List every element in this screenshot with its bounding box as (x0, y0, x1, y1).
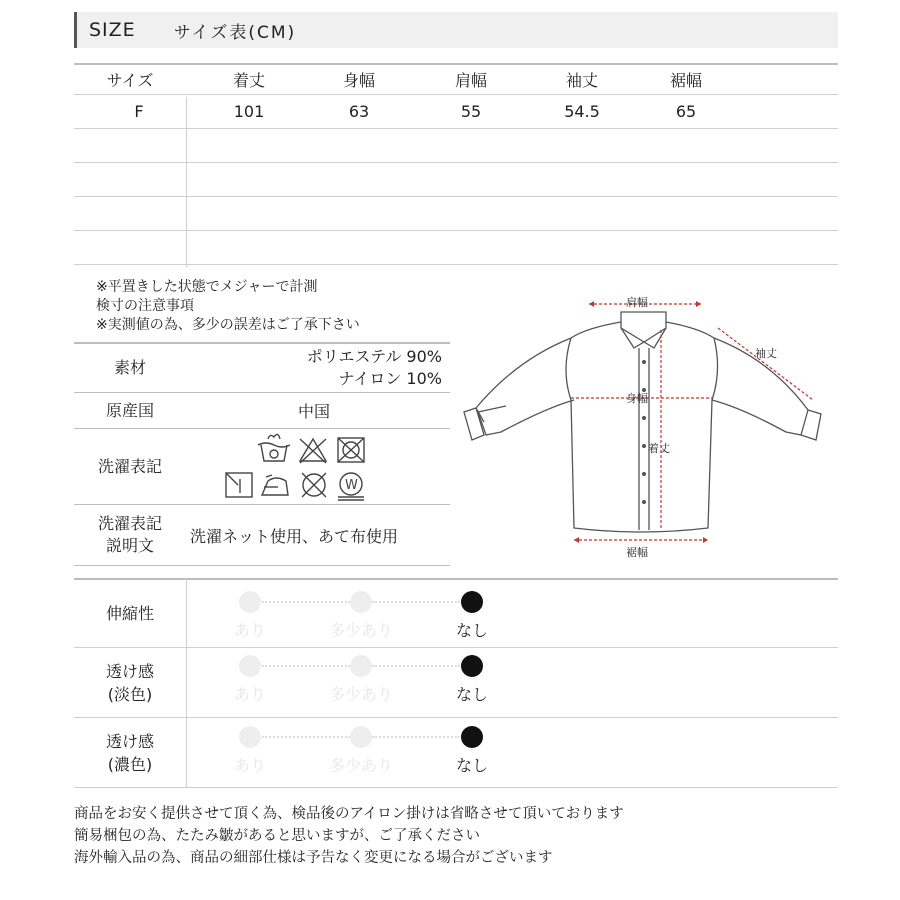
column-header: 裾幅 (669, 71, 702, 90)
size-chart-subtitle: サイズ表(CM) (173, 22, 297, 43)
label-length: 着丈 (648, 442, 670, 455)
option-label: あり (233, 621, 266, 640)
label-sleeve: 袖丈 (755, 347, 777, 360)
option-label: あり (233, 685, 266, 704)
washing-icons (186, 429, 450, 504)
size-table-empty-row (74, 163, 838, 197)
scale-dot-selected (461, 655, 483, 677)
measurement-notes (96, 278, 360, 335)
size-table-empty-row (74, 129, 838, 163)
washing-desc-label: 洗濯表記 (97, 514, 162, 533)
table-cell: 55 (460, 102, 482, 121)
scale-dot (239, 591, 261, 613)
option-label-selected: なし (455, 756, 488, 775)
no-bleach-icon (300, 439, 326, 463)
washing-desc-label: 説明文 (105, 536, 154, 555)
note-line: 検寸の注意事項 (96, 298, 194, 314)
hand-wash-icon (258, 434, 290, 461)
line-dry-icon (226, 473, 252, 497)
scale-dot (350, 591, 372, 613)
label-hem: 裾幅 (626, 546, 648, 559)
table-cell: 101 (233, 102, 265, 121)
option-label: 多少あり (328, 621, 393, 640)
material-value: ポリエステル 90% (306, 347, 442, 366)
material-value: ナイロン 10% (338, 369, 442, 388)
washing-label: 洗濯表記 (97, 456, 162, 476)
option-label: 多少あり (328, 685, 393, 704)
option-label-selected: なし (455, 621, 488, 640)
washing-desc-value: 洗濯ネット使用、あて布使用 (190, 526, 399, 546)
material-row (74, 342, 450, 392)
size-table-row (74, 95, 838, 129)
scale-dot-selected (461, 726, 483, 748)
note-line: ※実測値の為、多少の誤差はご了承下さい (96, 317, 360, 333)
option-label-selected: なし (455, 685, 488, 704)
scale-dot (350, 726, 372, 748)
wet-clean-icon (338, 473, 364, 500)
sheer-dark-label: 透け感 (濃色) (105, 731, 154, 774)
column-header: 身幅 (342, 71, 375, 90)
footer-line: 簡易梱包の為、たたみ皺があると思いますが、ご了承ください (74, 828, 480, 844)
size-heading: SIZE (89, 19, 136, 41)
stretch-label: 伸縮性 (105, 604, 154, 623)
origin-label: 原産国 (105, 400, 154, 420)
option-label: 多少あり (328, 756, 393, 775)
material-label: 素材 (113, 358, 146, 377)
scale-dot-selected (461, 591, 483, 613)
table-divider (186, 97, 187, 267)
column-header: 袖丈 (565, 71, 598, 90)
label-body-width: 身幅 (626, 392, 648, 405)
size-table-empty-row (74, 231, 838, 265)
column-header: 着丈 (232, 71, 265, 90)
scale-dot (239, 726, 261, 748)
size-table (74, 63, 838, 265)
table-cell: 63 (348, 102, 370, 121)
size-table-empty-row (74, 197, 838, 231)
table-cell: F (134, 102, 144, 121)
footer-line: 海外輸入品の為、商品の細部仕様は予告なく変更になる場合がございます (74, 850, 553, 866)
washing-row (74, 428, 450, 504)
label-shoulder: 肩幅 (626, 296, 648, 309)
column-header: 肩幅 (454, 71, 487, 90)
footer-line: 商品をお安く提供させて頂く為、検品後のアイロン掛けは省略させて頂いております (74, 806, 624, 822)
column-header: サイズ (106, 71, 154, 90)
section-header (74, 12, 838, 48)
table-cell: 54.5 (564, 102, 600, 121)
no-dry-clean-icon (302, 473, 326, 497)
scale-dot (239, 655, 261, 677)
table-cell: 65 (675, 102, 697, 121)
texture-divider (186, 578, 187, 788)
product-info-table (74, 342, 450, 566)
scale-dot (350, 655, 372, 677)
option-label: あり (233, 756, 266, 775)
svg-text:W: W (345, 477, 358, 493)
no-tumble-dry-icon (338, 438, 364, 462)
iron-icon (262, 475, 288, 495)
origin-row (74, 392, 450, 428)
note-line: ※平置きした状態でメジャーで計測 (96, 279, 318, 295)
size-table-header-row (74, 63, 838, 95)
footer-notes (74, 803, 624, 869)
washing-desc-row (74, 504, 450, 566)
shirt-diagram (456, 290, 836, 560)
origin-value: 中国 (298, 402, 331, 421)
sheer-light-label: 透け感 (淡色) (105, 661, 154, 704)
care-symbols (186, 429, 446, 505)
